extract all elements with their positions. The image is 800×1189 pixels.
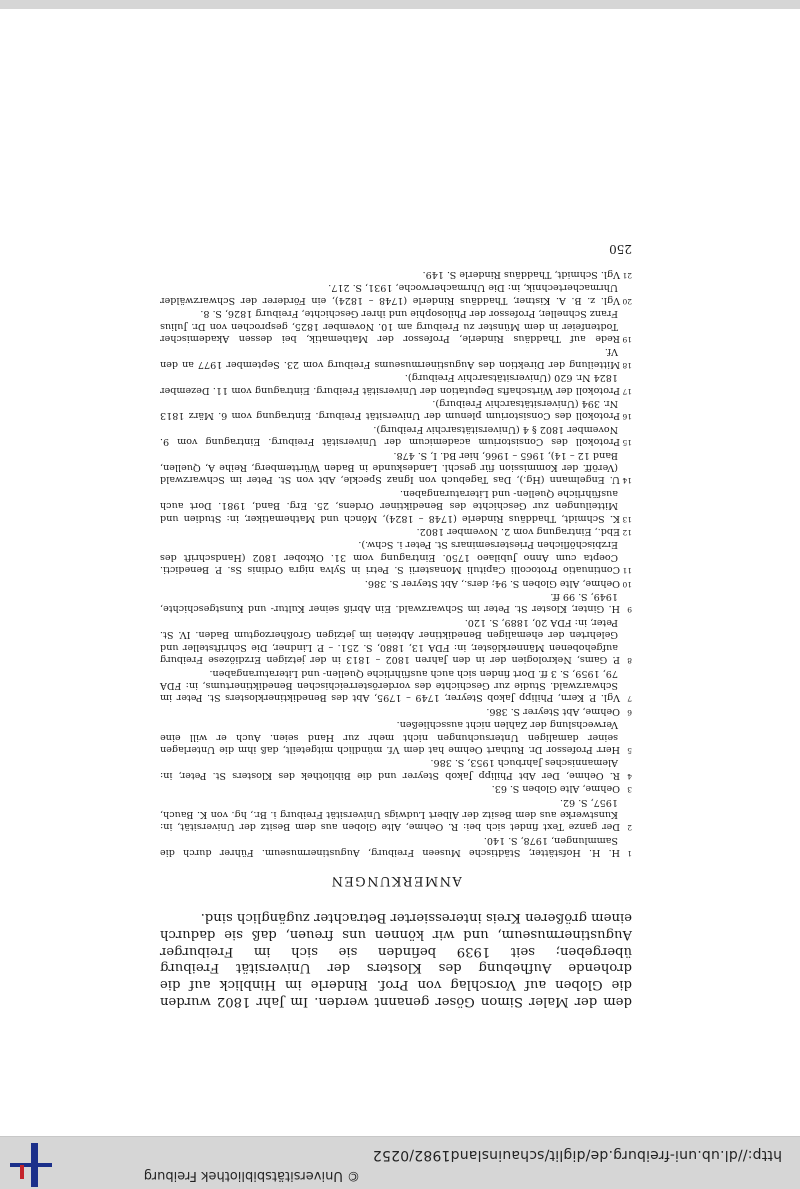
footnote-text: Protokoll des Consistorium plenum der Universität Freiburg. Eintragung vom 6. März 1813 Nr. 394 (Universitätsarchiv Freiburg). xyxy=(160,398,620,422)
footnote-text: Vgl. Schmidt, Thaddäus Rinderle S. 149. xyxy=(422,268,620,280)
footnote-item xyxy=(160,718,632,756)
footnote-text: U. Engelmann (Hg.), Das Tagebuch von Ignaz Speckle, Abt von St. Peter im Schwarzwald (Veröff. der Kommission für geschl. Landeskunde in Baden Württemberg, Reihe A, Quellen, Band 12 – 14), 1965 – 1966, hier Bd. I, S. 478. xyxy=(160,449,620,486)
intro-paragraph: dem der Maler Simon Göser genannt werden. Im Jahr 1802 wurden die Globen auf Vorschlag von Prof. Rinderle im Hinblick auf die drohende Aufhebung des Klosters der Universität Freiburg übergeben; seit 1939 befinden sie sich im Freiburger Augustinermuseum, und wir können uns freuen, daß sie dadurch einem größeren Kreis interessierter Betrachter zugänglich sind. xyxy=(160,910,632,1009)
footnote-text: Oehme, Abt Steyrer S. 386. xyxy=(486,705,620,717)
footnote-text: Continuatio Protocolli Capituli Monasterii S. Petri in Sylva nigra Ordinis Ss. P. Benedicti. Coepta cum Anno Jubilaeo 1750. Eintragung vom 31. Oktober 1802 (Handschrift des Erzbischöflichen Priesterseminars St. Peter i. Schw.). xyxy=(160,539,620,576)
footnote-item xyxy=(160,486,632,524)
footnote-text: H. Ginter, Kloster St. Peter im Schwarzwald. Ein Abriß seiner Kultur- und Kunstgeschichte, 1949, S. 99 ff. xyxy=(160,591,620,615)
footnote-item xyxy=(160,616,632,667)
footnote-text: Vgl. z. B. A. Kistner, Thaddäus Rinderle (1748 – 1824), ein Förderer der Schwarzwälder Uhrmachertechnik, in: Die Uhrmacherwoche, 1931, S. 217. xyxy=(160,282,620,306)
footnote-text: Protokoll der Wirtschafts Deputation der Universität Freiburg. Eintragung vom 11. Dezember 1824 Nr. 620 (Universitätsarchiv Freiburg). xyxy=(160,372,620,396)
document-url[interactable]: http://dl.ub.uni-freiburg.de/diglit/schauinsland1982/0252 xyxy=(372,1147,782,1163)
footnote-item xyxy=(160,704,632,717)
footnote-number: 9 xyxy=(627,605,632,615)
footnote-number: 2 xyxy=(627,823,632,833)
footnote-number: 14 xyxy=(622,476,632,486)
footnote-item xyxy=(160,345,632,371)
library-credit: © Universitätsbibliothek Freiburg xyxy=(143,1168,360,1183)
footnote-number: 3 xyxy=(627,785,632,795)
footnote-text: Herr Professor Dr. Ruthart Oehme hat dem Vf. mündlich mitgeteilt, daß ihm die Unterlagen seiner damaligen Untersuchungen nicht mehr zur Hand seien. Auch er will eine Verwechslung der Zahlen nicht ausschließen. xyxy=(160,719,620,755)
footnote-number: 13 xyxy=(622,514,632,524)
page-number: 250 xyxy=(609,241,632,256)
footnote-item xyxy=(160,397,632,423)
footnote-number: 8 xyxy=(627,656,632,666)
footnote-item xyxy=(160,307,632,345)
footnote-item xyxy=(160,371,632,397)
footnote-number: 4 xyxy=(627,771,632,781)
footnote-text: R. Oehme, Der Abt Philipp Jakob Steyrer und die Bibliothek des Klosters St. Peter, in: Alemannisches Jahrbuch 1953, S. 386. xyxy=(160,757,620,781)
footnote-text: H. H. Hofstätter, Städtische Museen Freiburg, Augustinermuseum. Führer durch die Sammlungen, 1978, S. 140. xyxy=(160,834,620,859)
footnote-number: 11 xyxy=(622,566,632,576)
viewer-footer-strip xyxy=(0,0,800,9)
footnote-item xyxy=(160,576,632,589)
footnote-text: Protokoll des Consistorium academicum der Universität Freiburg. Eintragung vom 9. November 1802 § 4 (Universitätsarchiv Freiburg). xyxy=(160,423,620,448)
notes-heading: ANMERKUNGEN xyxy=(330,873,462,889)
footnote-number: 6 xyxy=(627,707,632,717)
footnote-item xyxy=(160,281,632,307)
footnote-text: Mitteilung der Direktion des Augustinermuseums Freiburg vom 23. September 1977 an den Vf. xyxy=(160,346,620,370)
footnote-item xyxy=(160,538,632,576)
footnotes-list xyxy=(160,268,632,860)
footnote-number: 17 xyxy=(622,386,632,396)
footnote-number: 20 xyxy=(622,296,632,306)
footnote-item xyxy=(160,833,632,859)
footnote-number: 21 xyxy=(622,270,632,280)
footnote-text: Rede auf Thaddäus Rinderle, Professor der Mathematik, bei dessen Akademischer Todtenfeier in dem Münster zu Freiburg am 10. November 1825, gesprochen von Dr. Julius Franz Schneller, Professor der Philosophie und ihrer Geschichte, Freiburg 1826, S. 8. xyxy=(160,308,620,344)
footnote-item xyxy=(160,422,632,448)
footnote-number: 5 xyxy=(627,745,632,755)
footnote-item xyxy=(160,795,632,833)
footnote-number: 19 xyxy=(622,334,632,344)
footnote-text: Oehme, Alte Globen S. 94; ders., Abt Steyrer S. 386. xyxy=(364,577,620,589)
viewer-header xyxy=(0,1136,800,1189)
footnote-number: 7 xyxy=(627,694,632,704)
footnote-number: 1 xyxy=(627,849,632,859)
footnote-text: P. Gams, Nekrologien der in den Jahren 1802 – 1813 in der jetzigen Erzdiözese Freiburg aufgehobenen Männerklöster, in: FDA 13, 1880, S. 251. – P. Lindner, Die Schriftsteller und Gelehrten der ehemaligen Benediktiner Abteien im jetzigen Großherzogtum Baden. IV. St. Peter, in: FDA 20, 1889, S. 120. xyxy=(160,616,620,666)
footnote-item xyxy=(160,782,632,795)
footnote-item xyxy=(160,448,632,486)
footnote-item xyxy=(160,756,632,782)
footnote-number: 18 xyxy=(622,360,632,370)
footnote-item xyxy=(160,666,632,704)
footnote-number: 16 xyxy=(622,412,632,422)
footnote-text: Oehme, Alte Globen S. 63. xyxy=(491,783,620,795)
footnote-number: 10 xyxy=(622,579,632,589)
footnote-item xyxy=(160,590,632,616)
university-library-logo-icon xyxy=(8,1139,52,1189)
footnote-text: K. Schmidt, Thaddäus Rinderle (1748 – 1824), Mönch und Mathematiker, in: Studien und Mitteilungen zur Geschichte des Benediktiner Ordens, 25. Erg. Band, 1981. Dort auch ausführliche Quellen- und Literaturangaben. xyxy=(160,487,620,524)
footnote-item xyxy=(160,525,632,538)
footnote-item xyxy=(160,268,632,281)
footnote-number: 15 xyxy=(622,438,632,448)
scanned-page xyxy=(160,242,632,1009)
footnote-text: Vgl. P. Kern, Philipp Jakob Steyrer, 1749 – 1795, Abt des Benediktinerklosters St. Peter im Schwarzwald. Studie zur Geschichte des vorderösterreichischen Benediktinertums, in: FDA 79, 1959, S. 3 ff. Dort finden sich auch ausführliche Quellen- und Literaturangaben. xyxy=(160,667,620,704)
footnote-number: 12 xyxy=(622,528,632,538)
footnote-text: Der ganze Text findet sich bei: R. Oehme, Alte Globen aus dem Besitz der Universität, in: Kunstwerke aus dem Besitz der Albert Ludwigs Universität Freiburg i. Br., hg. von K. Bauch, 1957, S. 62. xyxy=(160,796,620,833)
footnote-text: Ebd., Eintragung vom 2. November 1802. xyxy=(416,526,620,538)
